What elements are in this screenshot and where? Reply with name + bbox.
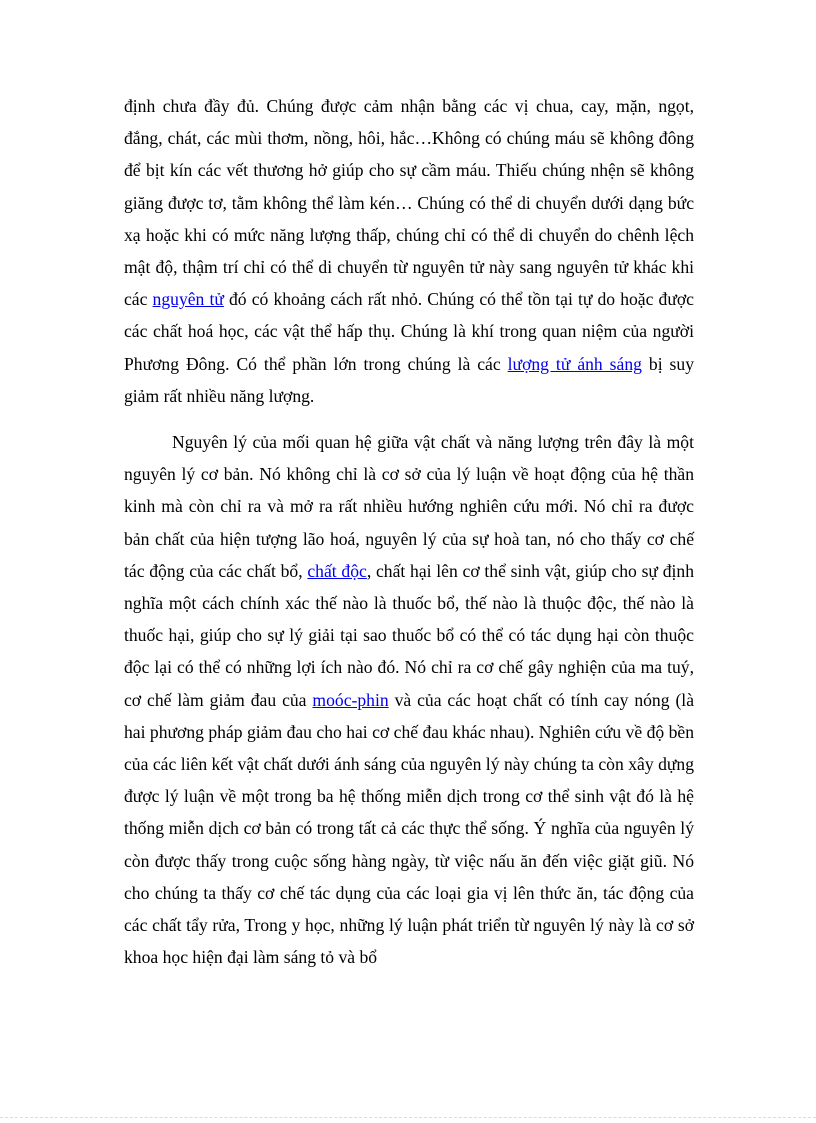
link-luong-tu-anh-sang[interactable]: lượng tử ánh sáng	[507, 353, 642, 374]
page-bottom-rule	[0, 1117, 816, 1118]
text-run: bị suy giảm rất nhiều năng lượng.	[124, 353, 694, 406]
text-run: , chất hại lên cơ thể sinh vật, giúp cho sự định nghĩa một cách chính xác thế nào là thuốc bổ, thế nào là thuộc độc, thế nào là thuốc hại, giúp cho sự lý giải tại sao thuốc bổ có thể có tác dụng hại còn thuộc độc lại có thể có những lợi ích nào đó. Nó chỉ ra cơ chế gây nghiện của ma tuý, cơ chế làm giảm đau của	[124, 560, 694, 710]
paragraph-1	[124, 90, 694, 412]
link-chat-doc[interactable]: chất độc	[307, 560, 367, 581]
text-run: Nguyên lý của mối quan hệ giữa vật chất và năng lượng trên đây là một nguyên lý cơ bản. Nó không chỉ là cơ sở của lý luận về hoạt động của hệ thần kinh mà còn chỉ ra và mở ra rất nhiều hướng nghiên cứu mới. Nó chỉ ra được bản chất của hiện tượng lão hoá, nguyên lý của sự hoà tan, nó cho thấy cơ chế tác động của các chất bổ,	[124, 432, 694, 581]
link-mooc-phin[interactable]: moóc-phin	[312, 689, 389, 710]
text-run: định chưa đầy đủ. Chúng được cảm nhận bằng các vị chua, cay, mặn, ngọt, đắng, chát, các mùi thơm, nồng, hôi, hắc…Không có chúng máu sẽ không đông để bịt kín các vết thương hở giúp cho sự cầm máu. Thiếu chúng nhện sẽ không giăng được tơ, tằm không thể làm kén… Chúng có thể di chuyển dưới dạng bức xạ hoặc khi có mức năng lượng thấp, chúng chỉ có thể di chuyển do chênh lệch mật độ, thậm trí chỉ có thể di chuyển từ nguyên tử này sang nguyên tử khác khi các	[124, 96, 694, 310]
text-run: đó có khoảng cách rất nhỏ. Chúng có thể tồn tại tự do hoặc được các chất hoá học, các vật thể hấp thụ. Chúng là khí trong quan niệm của người Phương Đông. Có thể phần lớn trong chúng là các	[124, 289, 694, 374]
link-nguyen-tu[interactable]: nguyên tử	[152, 289, 224, 310]
document-body	[124, 90, 694, 973]
text-run: và của các hoạt chất có tính cay nóng (là hai phương pháp giảm đau cho hai cơ chế đau khác nhau). Nghiên cứu về độ bền của các liên kết vật chất dưới ánh sáng của nguyên lý này chúng ta còn xây dựng được lý luận về một trong ba hệ thống miễn dịch trong cơ thể sinh vật đó là hệ thống miễn dịch cơ bản có trong tất cả các thực thể sống. Ý nghĩa của nguyên lý còn được thấy trong cuộc sống hàng ngày, từ việc nấu ăn đến việc giặt giũ. Nó cho chúng ta thấy cơ chế tác dụng của các loại gia vị lên thức ăn, tác động của các chất tẩy rửa, Trong y học, những lý luận phát triển từ nguyên lý này là cơ sở khoa học hiện đại làm sáng tỏ và bổ	[124, 689, 695, 968]
paragraph-2	[124, 426, 694, 973]
